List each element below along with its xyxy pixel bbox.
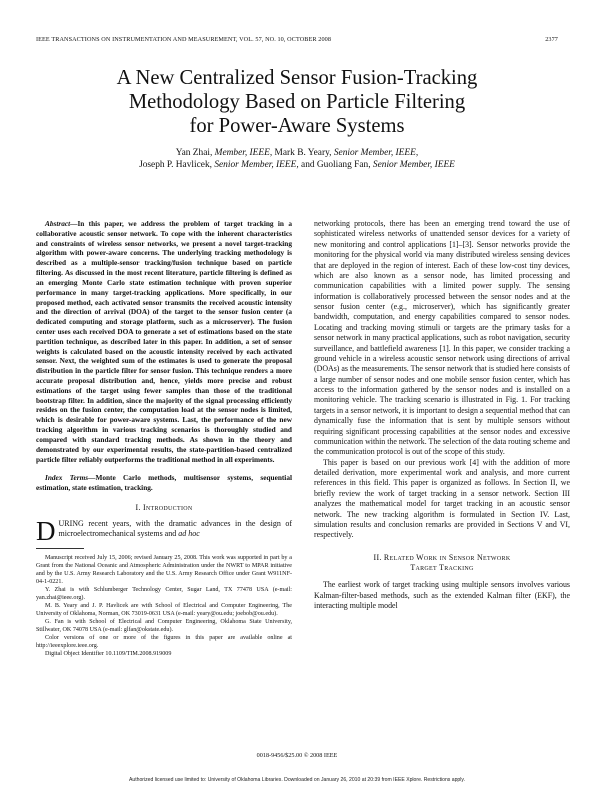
abstract-text: —In this paper, we address the problem of target tracking in a collaborative acoustic sensor network. To cope with the inherent characteristics and constraints of wireless sensor networks, we present a novel target-tracking algorithm with power-aware concerns. The underlying tracking methodology is described as a multiple-sensor tracking/fusion technique based on particle filtering. As discussed in the most recent literature, particle filtering is defined as an emerging Monte Carlo state estimation technique with proven superior performance in many target-tracking applications. More specifically, in our proposed method, each activated sensor transmits the received acoustic intensity and the direction of arrival (DOA) of the target to the sensor fusion center (a dedicated computing and storage platform, such as a microserver). The fusion center uses each received DOA to generate a set of estimations based on the state partition technique, as described later in this paper. In addition, a set of sensor weights is calculated based on the acoustic intensity received by each activated sensor. Next, the weighted sum of the estimates is used to generate the proposal distribution in the particle filter for sensor fusion. This technique renders a more accurate proposal distribution and, hence, yields more precise and robust estimations of the target using fewer samples than those of the traditional bootstrap filter. In addition, since the majority of the signal processing efficiently resides on the fusion center, the computation load at the sensor nodes is limited, which is desirable for power-aware systems. Last, the performance of the new tracking algorithm in various tracking scenarios is thoroughly studied and compared with standard tracking methods. As shown in the theory and demonstrated by our experimental results, the state-partition-based centralized particle filter reliably outperforms the traditional method in all experiments.: [36, 219, 292, 464]
title-line: A New Centralized Sensor Fusion-Tracking: [116, 67, 478, 89]
section-number: I.: [135, 502, 141, 512]
footnote: Digital Object Identifier 10.1109/TIM.2008.919009: [45, 651, 172, 658]
footnote: Manuscript received July 15, 2006; revised January 25, 2008. This work was supported in part by a Grant from the National Oceanic and Atmospheric Administration under the NWRT to MPAR initiative and by the U.S. Army Research Laboratory and the U.S. Army Research Office under Grant W911NF-04-1-0221.: [36, 554, 292, 585]
section-title: Introduction: [142, 502, 193, 512]
index-terms-label: Index Terms: [45, 473, 89, 483]
section-title-line: Target Tracking: [410, 563, 474, 573]
intro-paragraph: [36, 515, 292, 546]
section-title-line: II. Related Work in Sensor Network: [373, 552, 511, 562]
footnote-rule: [36, 548, 84, 549]
journal-name: IEEE TRANSACTIONS ON INSTRUMENTATION AND MEASUREMENT, VOL. 57, NO. 10, OCTOBER 2008: [36, 36, 332, 43]
section-heading: [314, 553, 570, 574]
author-role: Senior Member, IEEE,: [214, 159, 299, 170]
author-name: Joseph P. Havlicek,: [139, 159, 212, 170]
index-terms-text: —Monte Carlo methods, multisensor systems, sequential estimation, state estimation, tracking.: [36, 473, 293, 493]
author-list: [40, 148, 554, 171]
author-name: Yan Zhai,: [175, 148, 213, 158]
author-name: Mark B. Yeary,: [274, 148, 332, 158]
author-line: [40, 160, 554, 172]
abstract-label: Abstract: [45, 219, 71, 228]
author-name: and Guoliang Fan,: [301, 159, 371, 170]
copyright-line: 0018-9456/$25.00 © 2008 IEEE: [256, 752, 338, 759]
abstract: [36, 219, 292, 464]
author-line: [40, 148, 554, 160]
drop-cap: D: [36, 515, 56, 546]
footnote: Y. Zhai is with Schlumberger Technology Center, Sugar Land, TX 77478 USA (e-mail: yan.zhai@ieee.org).: [36, 586, 292, 601]
license-notice: Authorized licensed use limited to: University of Oklahoma Libraries. Downloaded on January 26, 2010 at 20:39 from IEEE Xplore. Restrictions apply.: [129, 777, 465, 783]
intro-italic: ad hoc: [178, 529, 200, 539]
title-line: Methodology Based on Particle Filtering: [128, 91, 466, 113]
section-heading: [36, 503, 292, 513]
left-column: [36, 219, 292, 658]
title-line: for Power-Aware Systems: [189, 115, 405, 137]
page-number: 2377: [545, 36, 558, 43]
body-paragraph: This paper is based on our previous work [4] with the addition of more detailed derivation, more experimental work and analysis, and more current references in this field. This paper is organized as follows. In Section II, we briefly review the work of target tracking in a sensor network. Section III analyzes the mathematical model for target tracking in an acoustic sensor network. The new tracking algorithm is formulated in Section IV. Last, simulation results and conclusion remarks are provided in Sections V and VI, respectively.: [314, 457, 570, 540]
footnote: Color versions of one or more of the figures in this paper are available online at http://ieeexplore.ieee.org.: [36, 635, 292, 650]
author-role: Member, IEEE,: [214, 148, 273, 158]
intro-text: URING recent years, with the dramatic advances in the design of microelectromechanical systems and: [58, 518, 292, 539]
index-terms: [36, 473, 292, 493]
author-role: Senior Member, IEEE: [372, 159, 455, 170]
footnote: G. Fan is with School of Electrical and Computer Engineering, Oklahoma State University, Stillwater, OK 74078 USA (e-mail: glfan@okstate.edu).: [36, 618, 292, 633]
body-paragraph: networking protocols, there has been an emerging trend toward the use of sophisticated wireless networks of unattended sensor devices for a variety of new monitoring and control applications [1]–[3]. Sensor networks provide the monitoring for the physical world via many distributed wireless sensing devices that are deployed in the region of interest. Each of these low-cost tiny devices, which are also known as a sensor node, has limited processing and communication capabilities with a limited power supply. The sensing information is collaboratively processed between the sensor nodes and at the sensor fusion center (e.g., microserver), which has significantly greater bandwidth, computation, and energy capabilities compared to sensor nodes. Locating and tracking moving stimuli or targets are the primary tasks for a sensor network in many practical applications, such as robot navigation, security surveillance, and battlefield awareness [1]. In this paper, we consider tracking a ground vehicle in a wireless acoustic sensor network using directions of arrival (DOAs) as the measurements. The sensor network that is studied here consists of a large number of sensor nodes and one mobile sensor fusion center, which has access to the information gathered by the sensor nodes and is installed on a monitoring vehicle. The tracking scenario is illustrated in Fig. 1. For tracking targets in a sensor network, it is important to design a sequential method that can dynamically fuse the information that is sent by multiple sensors without requiring significant processing capabilities at the sensor nodes and excessive communication within the network. The selection of the data routing scheme and the communication protocol is out of the scope of this study.: [314, 219, 570, 457]
body-paragraph: The earliest work of target tracking using multiple sensors involves various Kalman-filter-based methods, such as the extended Kalman filter (EKF), the interacting multiple model: [314, 580, 570, 611]
footnote: M. B. Yeary and J. P. Havlicek are with School of Electrical and Computer Engineering, The University of Oklahoma, Norman, OK 73019-0631 USA (e-mail: yeary@ou.edu; joebob@ou.edu).: [36, 602, 292, 617]
author-role: Senior Member, IEEE,: [333, 148, 419, 158]
paper-title: [40, 66, 554, 138]
running-head: [36, 36, 558, 43]
right-column: [314, 219, 570, 612]
